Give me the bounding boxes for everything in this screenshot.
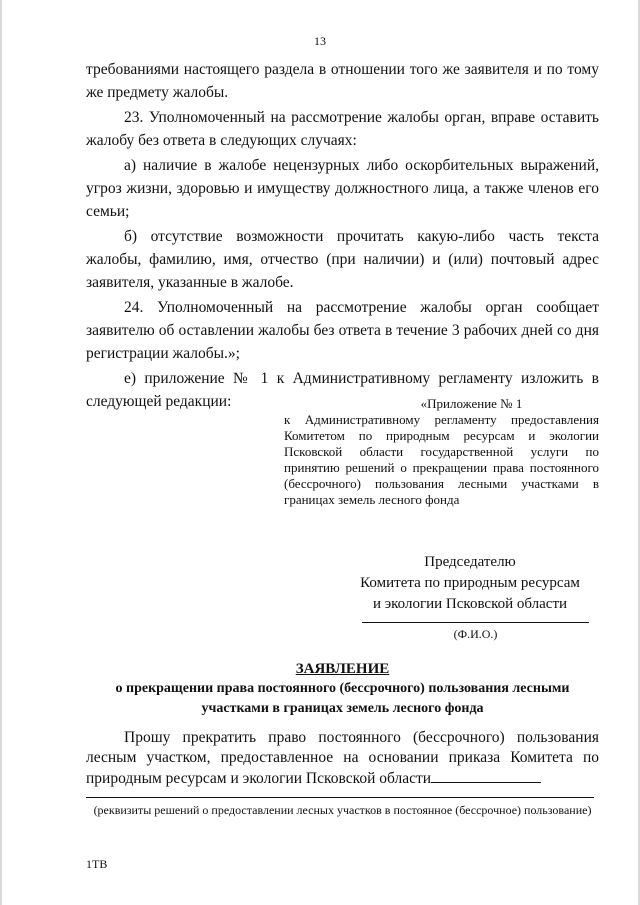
- scan-edge-left: [0, 0, 2, 905]
- page-number: 13: [314, 34, 326, 48]
- name-caption: (Ф.И.О.): [453, 627, 498, 641]
- statement-subtitle: о прекращении права постоянного (бессрочного) пользования лесными участками в границах земель лесного фонда: [115, 681, 570, 716]
- details-fill-line: [86, 797, 594, 798]
- addressee-line-2: Комитета по природным ресурсам: [360, 575, 580, 591]
- appendix-text: к Административному регламенту предоставления Комитетом по природным ресурсам и экологии Псковской области государственной услуги по принятию решений о прекращении права постоянного (бессрочного) пользования лесными участками в границах земель лесного фонда: [284, 412, 599, 507]
- appendix-title: «Приложение № 1: [420, 396, 523, 411]
- details-caption: (реквизиты решений о предоставлении лесных участков в постоянное (бессрочное) пользование): [93, 803, 592, 817]
- paragraph-item-a: а) наличие в жалобе нецензурных либо оскорбительных выражений, угроз жизни, здоровью и имуществу должностного лица, а также членов его семьи;: [86, 157, 599, 220]
- paragraph-item-24: 24. Уполномоченный на рассмотрение жалобы орган сообщает заявителю об оставлении жалобы без ответа в течение 3 рабочих дней со дня регистрации жалобы.»;: [86, 299, 599, 362]
- paragraph-item-e: е) приложение № 1 к Административному регламенту изложить в следующей редакции:: [86, 370, 599, 410]
- addressee-line-3: и экологии Псковской области: [372, 596, 568, 612]
- addressee-line-1: Председателю: [424, 554, 516, 570]
- name-fill-line: [362, 622, 589, 623]
- paragraph-item-b: б) отсутствие возможности прочитать какую-либо часть текста жалобы, фамилию, имя, отчество (при наличии) и (или) почтовый адрес заявителя, указанные в жалобе.: [86, 228, 599, 291]
- request-fill-line: [431, 768, 541, 783]
- appendix-block: [284, 396, 599, 508]
- request-paragraph: [86, 728, 599, 789]
- addressee-block: [340, 552, 600, 615]
- request-text: Прошу прекратить право постоянного (бессрочного) пользования лесным участком, предоставленное на основании приказа Комитета по природным ресурсам и экологии Псковской области: [86, 729, 599, 787]
- statement-title: ЗАЯВЛЕНИЕ: [295, 661, 390, 677]
- statement-heading: [86, 659, 599, 719]
- body-text: [86, 58, 599, 415]
- footer-code: 1ТВ: [86, 857, 108, 871]
- paragraph-complaint-tail: требованиями настоящего раздела в отношении того же заявителя и по тому же предмету жалобы.: [86, 61, 599, 101]
- paragraph-item-23: 23. Уполномоченный на рассмотрение жалобы орган, вправе оставить жалобу без ответа в следующих случаях:: [86, 109, 599, 149]
